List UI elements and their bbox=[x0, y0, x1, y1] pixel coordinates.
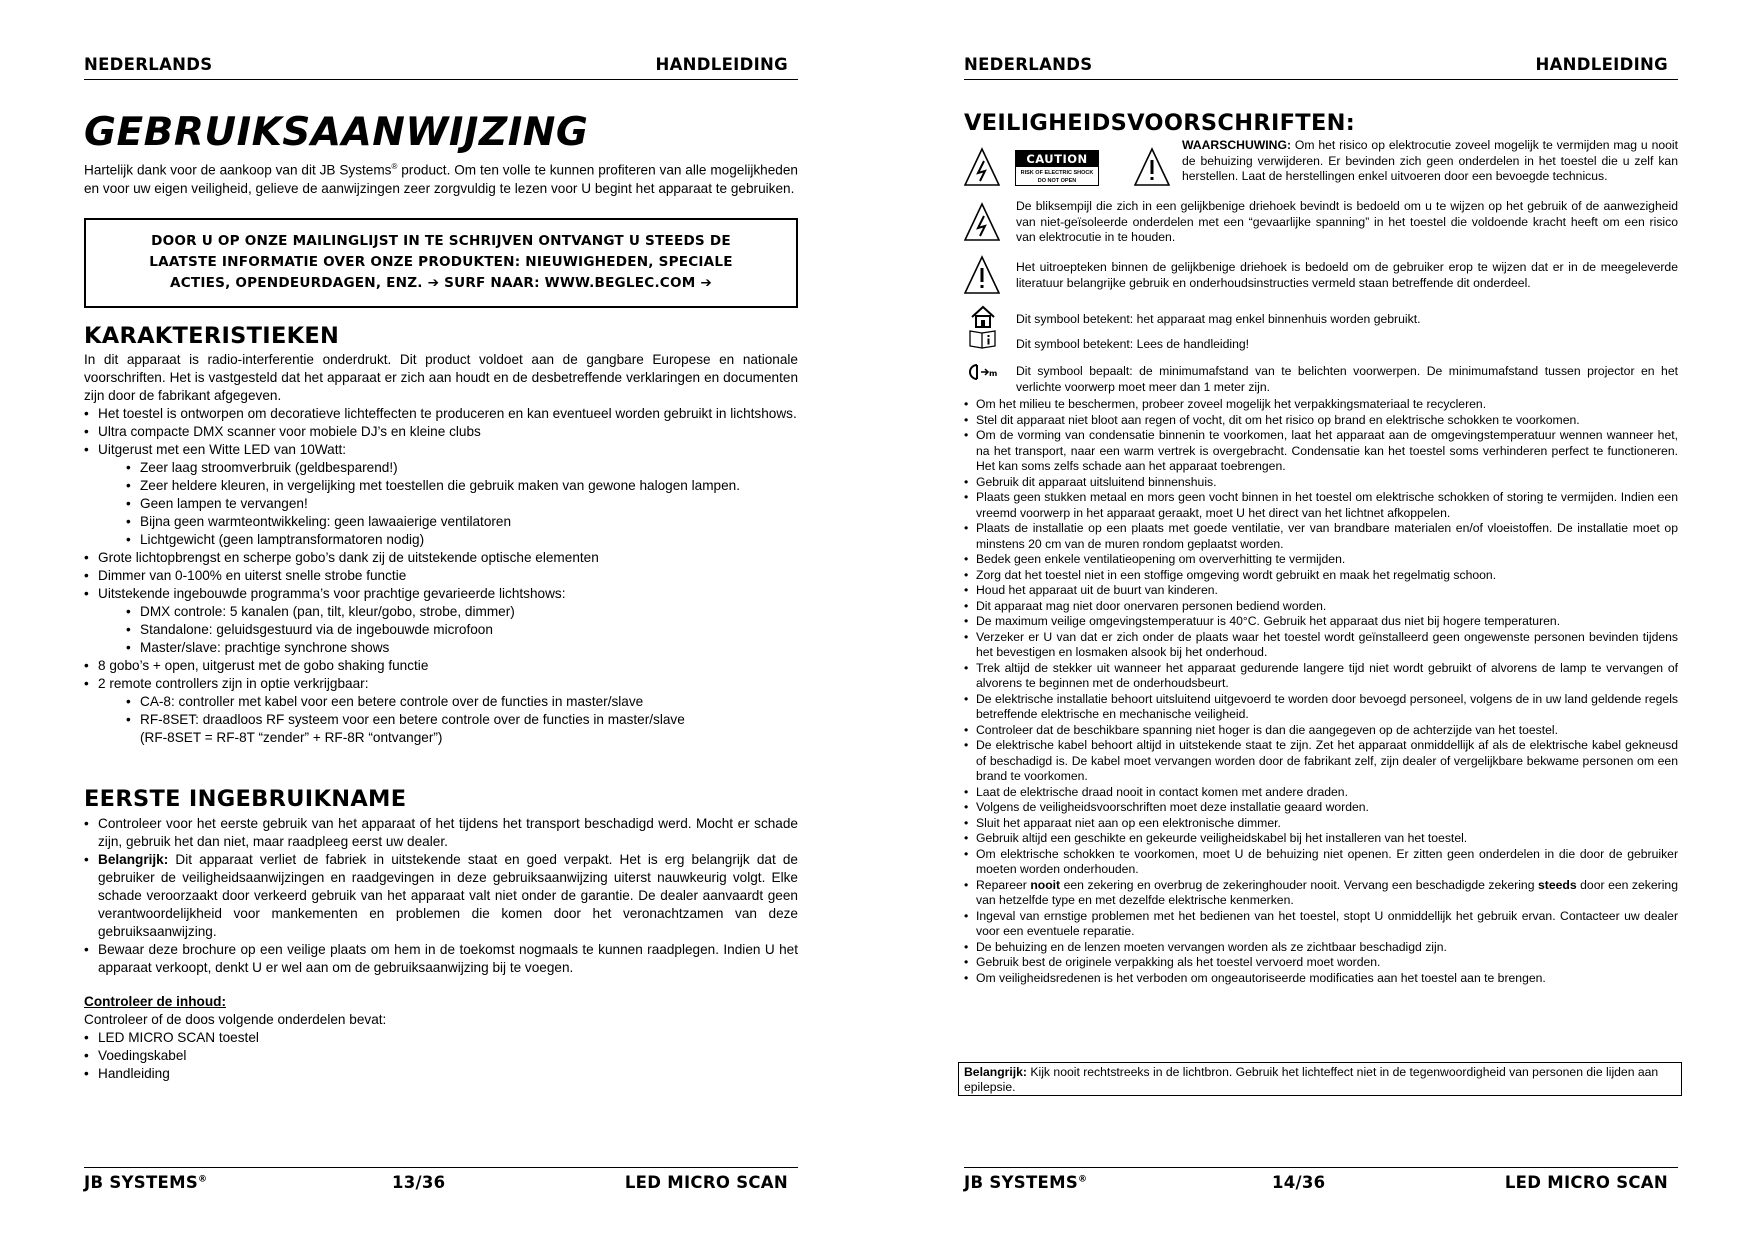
list-item: • Bijna geen warmteontwikkeling: geen lawaaierige ventilatoren bbox=[126, 513, 798, 531]
footer-brand: JB SYSTEMS® bbox=[84, 1173, 208, 1192]
epilepsy-warning-box: Belangrijk: Kijk nooit rechtstreeks in de lichtbron. Gebruik het lichteffect niet in de tegenwoordigheid van personen die lijden aan epilepsie. bbox=[958, 1062, 1682, 1096]
list-item: • RF-8SET: draadloos RF systeem voor een betere controle over de functies in master/slave (RF-8SET = RF-8T “zender” + RF-8R “ontvanger”) bbox=[126, 711, 798, 747]
list-item: • Ingeval van ernstige problemen met het bedienen van het toestel, stopt U onmiddellijk het gebruik ervan. Contacteer uw dealer voor een eventuele reparatie. bbox=[964, 909, 1678, 940]
header-doc-type: HANDLEIDING bbox=[655, 55, 788, 74]
list-item: • Om de vorming van condensatie binnenin te voorkomen, laat het apparaat aan de omgevingstemperatuur wennen wanneer het, na het transport, naar een warm vertrek is overgebracht. Condensatie kan het toestel soms verhinderen perfect te functioneren. Het kan soms zelfs schade aan het apparaat toebrengen. bbox=[964, 428, 1678, 475]
list-item: • Volgens de veiligheidsvoorschriften moet deze installatie geaard worden. bbox=[964, 800, 1678, 816]
list-item: • De maximum veilige omgevingstemperatuur is 40°C. Gebruik het apparaat dus niet bij hogere temperaturen. bbox=[964, 614, 1678, 630]
list-item: • Plaats de installatie op een plaats met goede ventilatie, ver van brandbare materialen en/of vloeistoffen. De installatie moet op minstens 20 cm van de muren rondom geplaatst worden. bbox=[964, 521, 1678, 552]
list-item: • Stel dit apparaat niet bloot aan regen of vocht, dit om het risico op brand en elektrische schokken te voorkomen. bbox=[964, 413, 1678, 429]
list-item: • 2 remote controllers zijn in optie verkrijgbaar: bbox=[84, 675, 798, 693]
contents-heading: Controleer de inhoud: bbox=[84, 994, 226, 1009]
list-item: • Om elektrische schokken te voorkomen, moet U de behuizing niet openen. Er zitten geen onderdelen in die door de gebruiker moeten worden onderhouden. bbox=[964, 847, 1678, 878]
list-item: • Standalone: geluidsgestuurd via de ingebouwde microfoon bbox=[126, 621, 798, 639]
list-item: • 8 gobo’s + open, uitgerust met de gobo shaking functie bbox=[84, 657, 798, 675]
list-item: • Om veiligheidsredenen is het verboden om ongeautoriseerde modificaties aan het toestel aan te brengen. bbox=[964, 971, 1678, 987]
footer-product: LED MICRO SCAN bbox=[1504, 1173, 1668, 1192]
list-item: • Zeer heldere kleuren, in vergelijking met toestellen die gebruik maken van gewone halogen lampen. bbox=[126, 477, 798, 495]
list-item: • Het toestel is ontworpen om decoratieve lichteffecten te produceren en kan eventueel worden gebruikt in lichtshows. bbox=[84, 405, 798, 423]
list-item: • Master/slave: prachtige synchrone shows bbox=[126, 639, 798, 657]
first-use-heading: EERSTE INGEBRUIKNAME bbox=[84, 786, 407, 812]
page-footer bbox=[964, 1167, 1678, 1198]
list-item: • Ultra compacte DMX scanner voor mobiele DJ’s en kleine clubs bbox=[84, 423, 798, 441]
list-item: • Gebruik dit apparaat uitsluitend binnenshuis. bbox=[964, 475, 1678, 491]
safety-rules-list bbox=[964, 397, 1678, 986]
page-number: 14/36 bbox=[1272, 1173, 1326, 1192]
list-item: • Gebruik best de originele verpakking als het toestel vervoerd moet worden. bbox=[964, 955, 1678, 971]
indoor-symbol-text: Dit symbool betekent: het apparaat mag enkel binnenhuis worden gebruikt. bbox=[1016, 312, 1421, 326]
mailing-list-callout: DOOR U OP ONZE MAILINGLIJST IN TE SCHRIJVEN ONTVANGT U STEEDS DE LAATSTE INFORMATIE OVER ONZE PRODUKTEN: NIEUWIGHEDEN, SPECIALE ACTIES, OPENDEURDAGEN, ENZ. ➔ SURF NAAR: WWW.BEGLEC.COM ➔ bbox=[84, 218, 798, 308]
list-item: • Laat de elektrische draad nooit in contact komen met andere draden. bbox=[964, 785, 1678, 801]
indoor-use-icon bbox=[970, 305, 996, 329]
list-item: • Zorg dat het toestel niet in een stoffige omgeving wordt gebruikt en maak het regelmatig schoon. bbox=[964, 568, 1678, 584]
intro-paragraph: Hartelijk dank voor de aankoop van dit JB Systems® product. Om ten volle te kunnen profiteren van alle mogelijkheden en voor uw eigen veiligheid, gelieve de aanwijzingen zeer zorgvuldig te lezen voor U begint het apparaat te gebruiken. bbox=[84, 162, 798, 196]
list-item: • Controleer dat de beschikbare spanning niet hoger is dan die aangegeven op de achterzijde van het toestel. bbox=[964, 723, 1678, 739]
list-item: • Uitgerust met een Witte LED van 10Watt: bbox=[84, 441, 798, 459]
manual-book-icon bbox=[968, 328, 998, 350]
contents-section bbox=[84, 993, 798, 1083]
svg-text:m: m bbox=[989, 369, 998, 378]
page-14 bbox=[964, 0, 1678, 1240]
list-item: • Voedingskabel bbox=[84, 1047, 798, 1065]
list-item: • Controleer voor het eerste gebruik van het apparaat of het tijdens het transport beschadigd werd. Mocht er schade zijn, gebruik het dan niet, maar raadpleeg eerst uw dealer. bbox=[84, 815, 798, 851]
header-language: NEDERLANDS bbox=[84, 55, 213, 74]
list-item: • Repareer nooit een zekering en overbrug de zekeringhouder nooit. Vervang een beschadigde zekering steeds door een zekering van hetzelfde type en met dezelfde elektrische kenmerken. bbox=[964, 878, 1678, 909]
features-section bbox=[84, 351, 798, 747]
list-item: • De elektrische kabel behoort altijd in uitstekende staat te zijn. Zet het apparaat onmiddellijk af als de elektrische kabel gekneusd of beschadigd is. De kabel moet vervangen worden door de fabrikant zelf, zijn dealer of vergelijkbare bekwame personen om een brand te voorkomen. bbox=[964, 738, 1678, 785]
distance-symbol-text: Dit symbool bepaalt: de minimumafstand van te belichten voorwerpen. De minimumafstand tussen projector en het verlichte voorwerp moet meer dan 1 meter zijn. bbox=[1016, 364, 1678, 394]
list-item: • CA-8: controller met kabel voor een betere controle over de functies in master/slave bbox=[126, 693, 798, 711]
caution-label: CAUTION RISK OF ELECTRIC SHOCK DO NOT OPEN bbox=[1015, 150, 1099, 186]
page-title: GEBRUIKSAANWIJZING bbox=[84, 110, 589, 155]
page-header bbox=[964, 53, 1678, 80]
list-item: • LED MICRO SCAN toestel bbox=[84, 1029, 798, 1047]
list-item: • Geen lampen te vervangen! bbox=[126, 495, 798, 513]
list-item: • De elektrische installatie behoort uitsluitend uitgevoerd te worden door bevoegd personeel, volgens de in uw land geldende regels betreffende elektrische en mechanische veiligheid. bbox=[964, 692, 1678, 723]
warning-text: WAARSCHUWING: Om het risico op elektrocutie zoveel mogelijk te vermijden mag u nooit de behuizing verwijderen. Er bevinden zich geen onderdelen in het toestel die u zelf kan herstellen. Laat de herstellingen enkel uitvoeren door een bevoegde technicus. bbox=[1182, 138, 1678, 183]
lightning-triangle-icon bbox=[964, 147, 1000, 187]
header-language: NEDERLANDS bbox=[964, 55, 1093, 74]
list-item: • Sluit het apparaat niet aan op een elektronische dimmer. bbox=[964, 816, 1678, 832]
exclamation-triangle-icon bbox=[964, 255, 1000, 295]
list-item: • Bedek geen enkele ventilatieopening om oververhitting te vermijden. bbox=[964, 552, 1678, 568]
list-item: • DMX controle: 5 kanalen (pan, tilt, kleur/gobo, strobe, dimmer) bbox=[126, 603, 798, 621]
first-use-section bbox=[84, 815, 798, 977]
lightning-symbol-text: De bliksempijl die zich in een gelijkbenige driehoek bevindt is bedoeld om u te wijzen op het gebruik of de aanwezigheid van niet-geïsoleerde onderdelen met een “gevaarlijke spanning” in het toestel die voldoende kracht heeft om een risico van elektrocutie in te houden. bbox=[1016, 199, 1678, 244]
features-heading: KARAKTERISTIEKEN bbox=[84, 323, 340, 349]
list-item: • Verzeker er U van dat er zich onder de plaats waar het toestel wordt geïnstalleerd geen ongewenste personen bevinden tijdens het bevestigen en losmaken alsook bij het onderhoud. bbox=[964, 630, 1678, 661]
footer-brand: JB SYSTEMS® bbox=[964, 1173, 1088, 1192]
lightning-triangle-icon bbox=[964, 202, 1000, 242]
page-13 bbox=[84, 0, 798, 1240]
list-item: • Gebruik altijd een geschikte en gekeurde veiligheidskabel bij het installeren van het toestel. bbox=[964, 831, 1678, 847]
page-header bbox=[84, 53, 798, 80]
list-item: • Handleiding bbox=[84, 1065, 798, 1083]
contents-intro: Controleer of de doos volgende onderdelen bevat: bbox=[84, 1012, 387, 1027]
minimum-distance-icon bbox=[968, 362, 998, 382]
list-item: • Dimmer van 0-100% en uiterst snelle strobe functie bbox=[84, 567, 798, 585]
list-item: • Om het milieu te beschermen, probeer zoveel mogelijk het verpakkingsmateriaal te recycleren. bbox=[964, 397, 1678, 413]
exclamation-triangle-icon bbox=[1134, 147, 1170, 187]
list-item: • Houd het apparaat uit de buurt van kinderen. bbox=[964, 583, 1678, 599]
list-item: • Uitstekende ingebouwde programma’s voor prachtige gevarieerde lichtshows: bbox=[84, 585, 798, 603]
footer-product: LED MICRO SCAN bbox=[624, 1173, 788, 1192]
list-item: • Belangrijk: Dit apparaat verliet de fabriek in uitstekende staat en goed verpakt. Het is erg belangrijk dat de gebruiker de veiligheidsaanwijzingen en raadgevingen in deze gebruiksaanwijzing uiterst nauwkeurig volgt. Elke schade veroorzaakt door verkeerd gebruik van het apparaat valt niet onder de garantie. De dealer aanvaardt geen verantwoordelijkheid voor mankementen en problemen die komen door het veronachtzamen van deze gebruiksaanwijzing. bbox=[84, 851, 798, 941]
list-item: • De behuizing en de lenzen moeten vervangen worden als ze zichtbaar beschadigd zijn. bbox=[964, 940, 1678, 956]
header-doc-type: HANDLEIDING bbox=[1535, 55, 1668, 74]
exclamation-symbol-text: Het uitroepteken binnen de gelijkbenige driehoek is bedoeld om de gebruiker erop te wijzen dat er in de meegeleverde literatuur belangrijke gebruik en onderhoudsinstructies vermeld staan betreffende dit onderdeel. bbox=[1016, 260, 1678, 290]
page-footer bbox=[84, 1167, 798, 1198]
list-item: • Bewaar deze brochure op een veilige plaats om hem in de toekomst nogmaals te kunnen raadplegen. Indien U het apparaat verkoopt, denkt U er wel aan om de gebruiksaanwijzing bij te voegen. bbox=[84, 941, 798, 977]
page-number: 13/36 bbox=[392, 1173, 446, 1192]
manual-symbol-text: Dit symbool betekent: Lees de handleiding! bbox=[1016, 337, 1250, 351]
list-item: • Grote lichtopbrengst en scherpe gobo’s dank zij de uitstekende optische elementen bbox=[84, 549, 798, 567]
list-item: • Zeer laag stroomverbruik (geldbesparend!) bbox=[126, 459, 798, 477]
list-item: • Plaats geen stukken metaal en mors geen vocht binnen in het toestel om elektrische schokken of storing te vermijden. Indien een vreemd voorwerp in het apparaat geraakt, moet U het direct van het lichtnet afkoppelen. bbox=[964, 490, 1678, 521]
list-item: • Lichtgewicht (geen lamptransformatoren nodig) bbox=[126, 531, 798, 549]
features-intro: In dit apparaat is radio-interferentie onderdrukt. Dit product voldoet aan de gangbare Europese en nationale voorschriften. Het is vastgesteld dat het apparaat er zich aan houdt en de desbetreffende verklaringen en documenten zijn door de fabrikant afgegeven. bbox=[84, 352, 798, 403]
list-item: • Trek altijd de stekker uit wanneer het apparaat gedurende langere tijd niet wordt gebruikt of alvorens de lamp te vervangen of alvorens te beginnen met de onderhoudsbeurt. bbox=[964, 661, 1678, 692]
safety-heading: VEILIGHEIDSVOORSCHRIFTEN: bbox=[964, 110, 1356, 136]
list-item: • Dit apparaat mag niet door onervaren personen bediend worden. bbox=[964, 599, 1678, 615]
